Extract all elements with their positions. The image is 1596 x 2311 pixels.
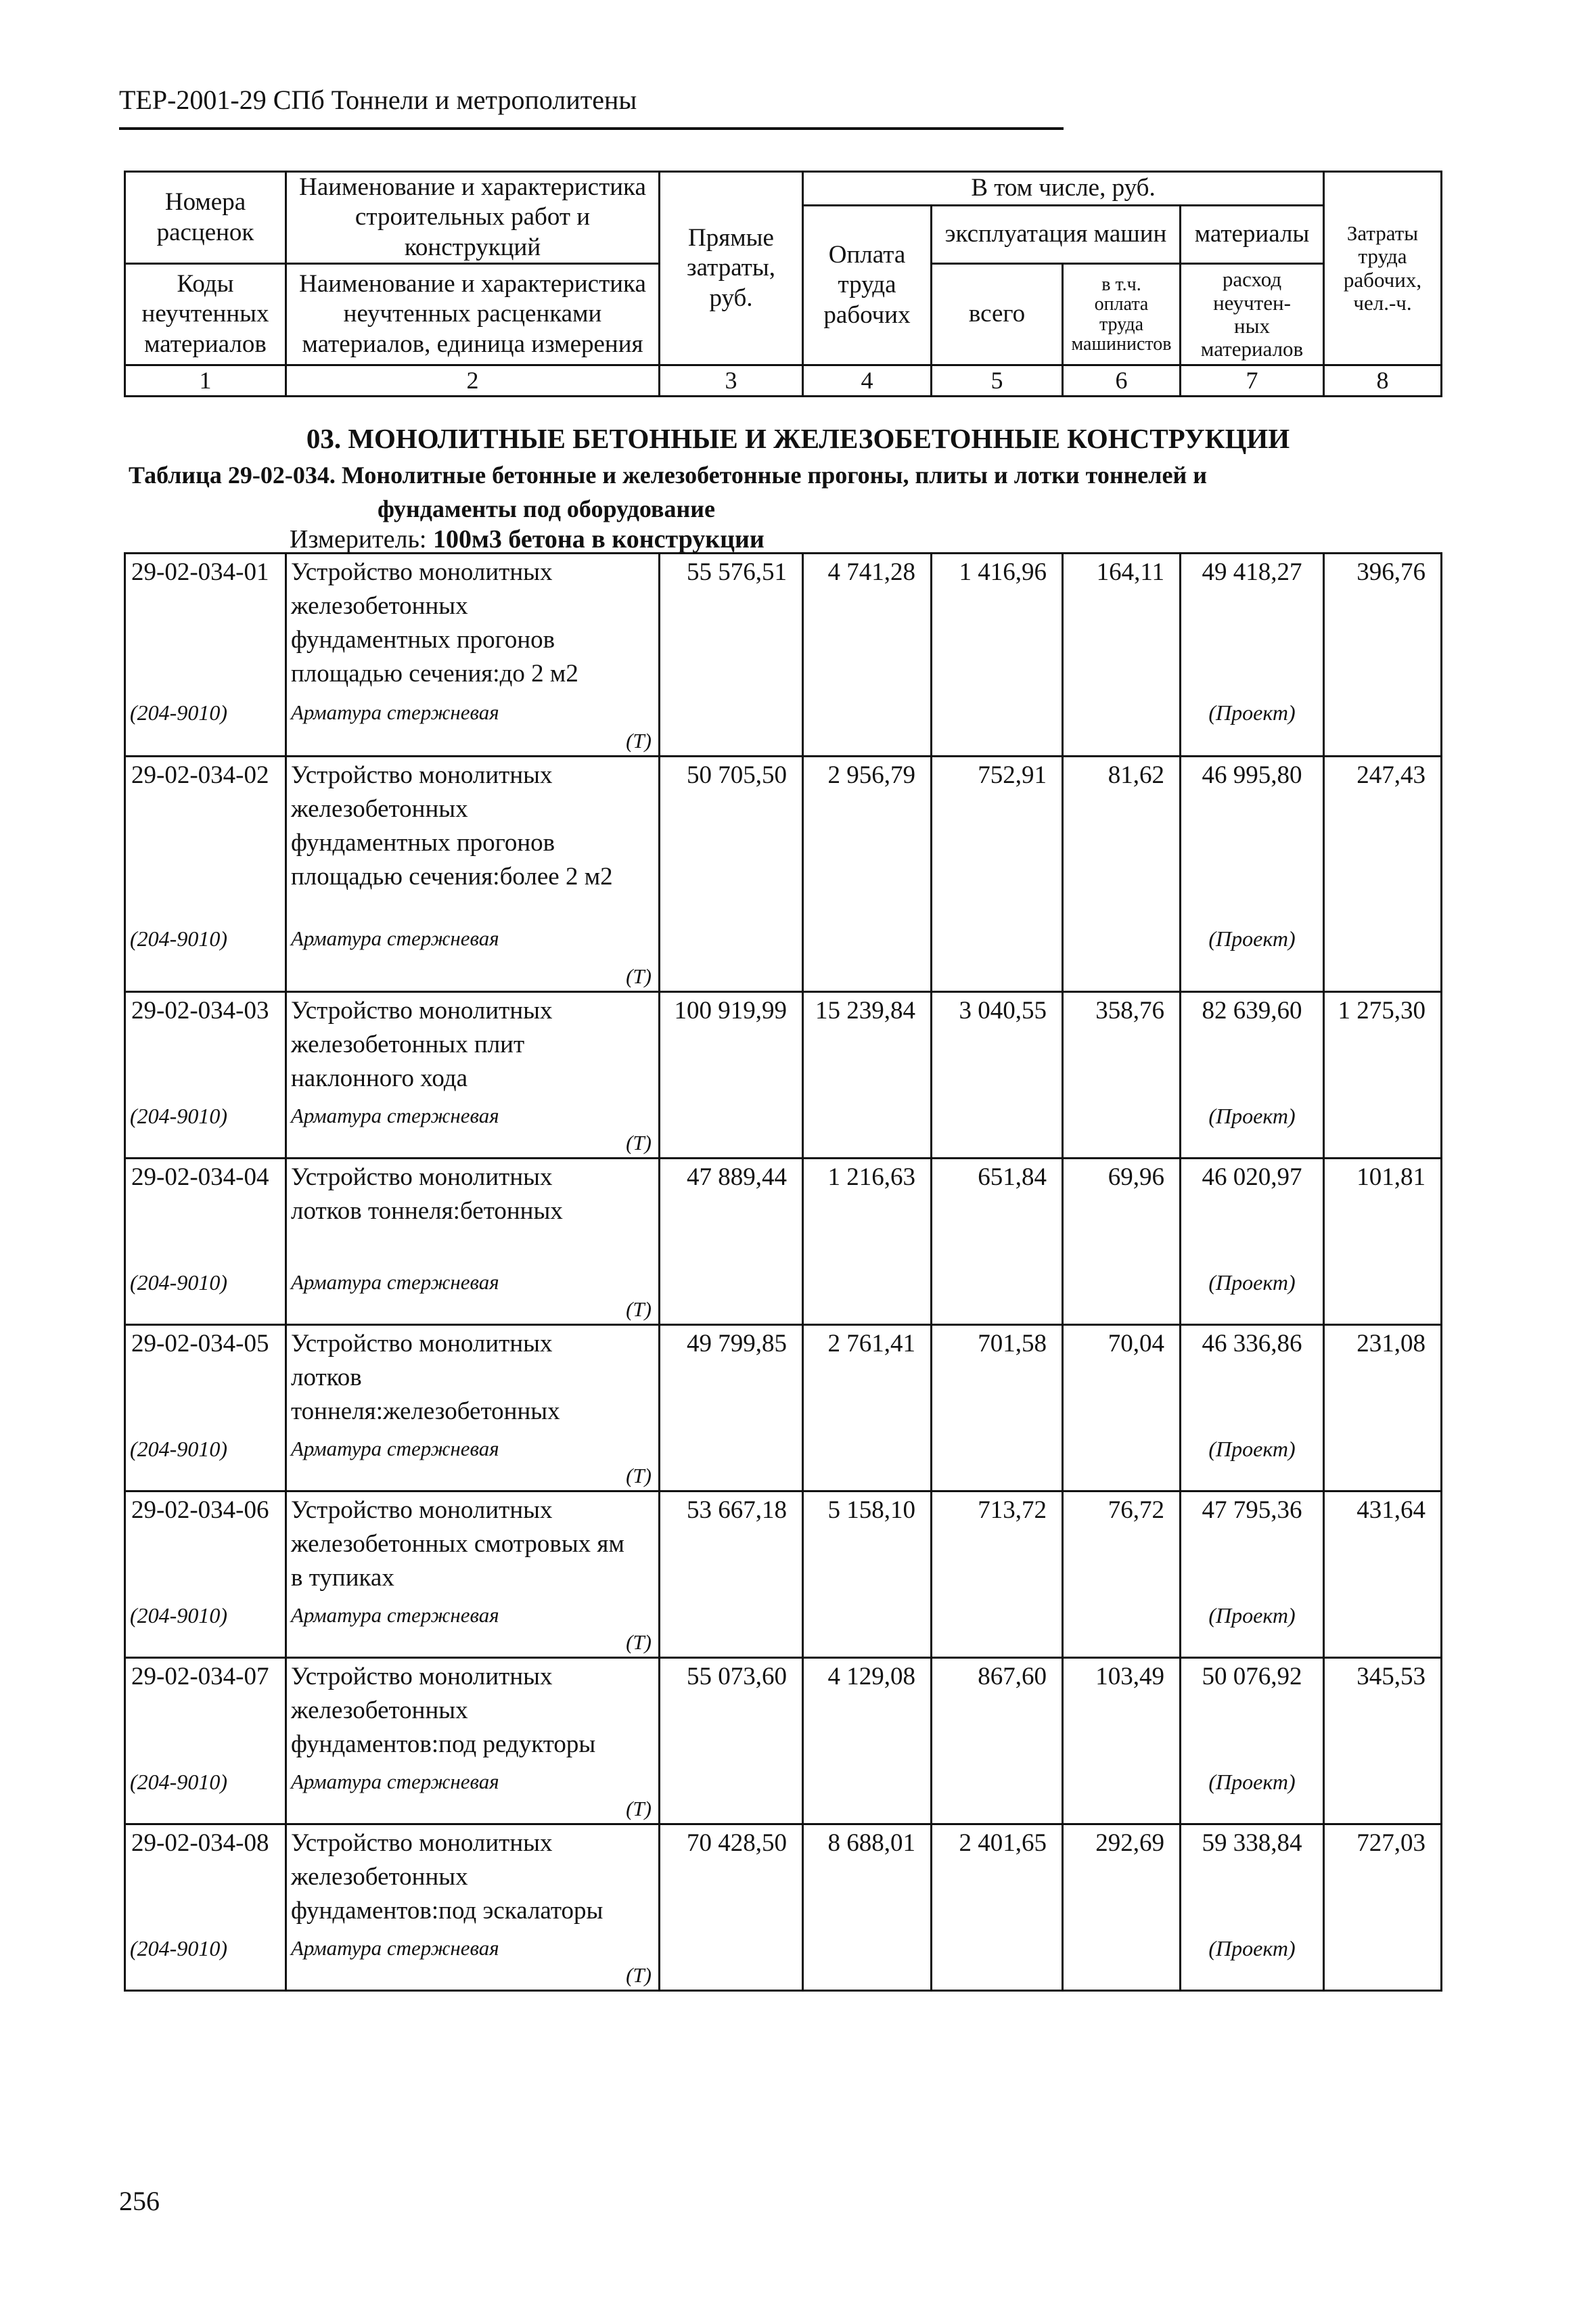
work-name-line: Устройство монолитных: [291, 1330, 553, 1358]
col-number: 3: [660, 365, 803, 397]
col-header-work-name: Наименование и характеристика строительных работ и конструкций: [286, 172, 660, 264]
machinist-pay-value: 76,72: [1063, 1491, 1181, 1658]
machines-total-value: 651,84: [932, 1159, 1063, 1325]
column-header-table: [124, 171, 1442, 397]
materials-cell: [1181, 1824, 1324, 1991]
col-header-materials: материалы: [1181, 206, 1324, 264]
work-name-line: наклонного хода: [291, 1064, 468, 1092]
col-header-labor-pay: Оплата труда рабочих: [803, 206, 932, 365]
col-header-labor-hours: Затраты труда рабочих, чел.-ч.: [1324, 172, 1442, 365]
work-name-line: Устройство монолитных: [291, 761, 553, 789]
direct-costs-value: 55 576,51: [660, 554, 803, 757]
machines-total-value: 713,72: [932, 1491, 1063, 1658]
machinist-pay-value: 70,04: [1063, 1325, 1181, 1491]
materials-value: 49 418,27: [1202, 558, 1302, 586]
page-number: 256: [119, 2186, 160, 2216]
rate-code-cell: [125, 1658, 286, 1824]
work-name-line: площадью сечения:до 2 м2: [291, 660, 578, 688]
col-header-machines: эксплуатация машин: [932, 206, 1181, 264]
material-value: (Проект): [1208, 1770, 1296, 1794]
labor-pay-value: 5 158,10: [803, 1491, 932, 1658]
work-name-line: площадью сечения:более 2 м2: [291, 863, 613, 891]
work-name-cell: [286, 1491, 660, 1658]
material-value: (Проект): [1208, 1603, 1296, 1628]
work-name-line: Устройство монолитных: [291, 1663, 553, 1690]
work-name-cell: [286, 1658, 660, 1824]
material-unit: (Т): [626, 1131, 652, 1154]
table-row: [125, 1325, 1442, 1491]
material-code: (204-9010): [130, 1603, 227, 1628]
material-unit: (Т): [626, 964, 652, 988]
materials-cell: [1181, 1491, 1324, 1658]
rate-code: 29-02-034-03: [131, 997, 269, 1025]
direct-costs-value: 49 799,85: [660, 1325, 803, 1491]
labor-pay-value: 4 741,28: [803, 554, 932, 757]
material-name: Арматура стержневая: [291, 1437, 499, 1460]
material-name: Арматура стержневая: [291, 1936, 499, 1960]
labor-hours-value: 431,64: [1324, 1491, 1442, 1658]
work-name-line: железобетонных: [291, 592, 468, 620]
machinist-pay-value: 69,96: [1063, 1159, 1181, 1325]
material-value: (Проект): [1208, 926, 1296, 951]
rates-table: [124, 552, 1442, 1992]
material-unit: (Т): [626, 1297, 652, 1321]
col-number: 1: [125, 365, 286, 397]
materials-cell: [1181, 992, 1324, 1159]
material-name: Арматура стержневая: [291, 1270, 499, 1294]
material-unit: (Т): [626, 1630, 652, 1654]
materials-cell: [1181, 1325, 1324, 1491]
material-unit: (Т): [626, 1797, 652, 1820]
measure-unit: [290, 526, 765, 552]
table-title-line2: фундаменты под оборудование: [378, 495, 715, 522]
work-name-line: Устройство монолитных: [291, 1163, 553, 1191]
table-row: [125, 1658, 1442, 1824]
material-code: (204-9010): [130, 1936, 227, 1960]
material-code: (204-9010): [130, 1437, 227, 1461]
col-number: 2: [286, 365, 660, 397]
document-title: ТЕР-2001-29 СПб Тоннели и метрополитены: [119, 85, 637, 115]
materials-value: 50 076,92: [1202, 1663, 1302, 1690]
material-name: Арматура стержневая: [291, 700, 499, 724]
work-name-line: лотков: [291, 1364, 362, 1391]
direct-costs-value: 70 428,50: [660, 1824, 803, 1991]
col-header-group: В том числе, руб.: [803, 172, 1324, 206]
section-title: 03. МОНОЛИТНЫЕ БЕТОННЫЕ И ЖЕЛЕЗОБЕТОННЫЕ КОНСТРУКЦИИ: [306, 423, 1290, 454]
material-name: Арматура стержневая: [291, 926, 499, 950]
labor-hours-value: 727,03: [1324, 1824, 1442, 1991]
work-name-line: в тупиках: [291, 1564, 394, 1592]
labor-hours-value: 247,43: [1324, 757, 1442, 992]
machines-total-value: 752,91: [932, 757, 1063, 992]
title-rule: [119, 127, 1064, 130]
col-number: 4: [803, 365, 932, 397]
material-code: (204-9010): [130, 700, 227, 725]
material-value: (Проект): [1208, 700, 1296, 725]
labor-hours-value: 345,53: [1324, 1658, 1442, 1824]
materials-value: 46 995,80: [1202, 761, 1302, 789]
materials-value: 46 020,97: [1202, 1163, 1302, 1191]
material-value: (Проект): [1208, 1104, 1296, 1128]
material-code: (204-9010): [130, 926, 227, 951]
labor-hours-value: 396,76: [1324, 554, 1442, 757]
materials-cell: [1181, 1658, 1324, 1824]
material-code: (204-9010): [130, 1104, 227, 1128]
direct-costs-value: 50 705,50: [660, 757, 803, 992]
material-unit: (Т): [626, 1963, 652, 1987]
direct-costs-value: 47 889,44: [660, 1159, 803, 1325]
work-name-cell: [286, 757, 660, 992]
material-code: (204-9010): [130, 1770, 227, 1794]
table-title-line1: Таблица 29-02-034. Монолитные бетонные и железобетонные прогоны, плиты и лотки тоннелей и: [129, 462, 1207, 489]
work-name-line: железобетонных: [291, 795, 468, 823]
table-row: [125, 1824, 1442, 1991]
col-header-machinist-pay: в т.ч. оплата труда машинистов: [1063, 264, 1181, 365]
rate-code: 29-02-034-01: [131, 558, 269, 586]
labor-pay-value: 8 688,01: [803, 1824, 932, 1991]
work-name-cell: [286, 1159, 660, 1325]
rate-code: 29-02-034-06: [131, 1496, 269, 1524]
material-name: Арматура стержневая: [291, 1770, 499, 1793]
rate-code: 29-02-034-04: [131, 1163, 269, 1191]
materials-cell: [1181, 1159, 1324, 1325]
col-header-direct-costs: Прямые затраты, руб.: [660, 172, 803, 365]
work-name-line: фундаментов:под эскалаторы: [291, 1897, 603, 1925]
work-name-line: железобетонных: [291, 1697, 468, 1724]
work-name-line: железобетонных: [291, 1863, 468, 1891]
col-header-unaccounted-materials: расход неучтен- ных материалов: [1181, 264, 1324, 365]
work-name-line: лотков тоннеля:бетонных: [291, 1197, 563, 1225]
work-name-line: фундаментов:под редукторы: [291, 1730, 596, 1758]
machines-total-value: 2 401,65: [932, 1824, 1063, 1991]
labor-pay-value: 4 129,08: [803, 1658, 932, 1824]
col-number: 5: [932, 365, 1063, 397]
work-name-cell: [286, 554, 660, 757]
work-name-line: фундаментных прогонов: [291, 829, 555, 857]
work-name-line: Устройство монолитных: [291, 997, 553, 1025]
work-name-line: Устройство монолитных: [291, 558, 553, 586]
rate-code-cell: [125, 1491, 286, 1658]
materials-cell: [1181, 554, 1324, 757]
material-value: (Проект): [1208, 1936, 1296, 1960]
rate-code-cell: [125, 757, 286, 992]
machinist-pay-value: 103,49: [1063, 1658, 1181, 1824]
table-row: [125, 757, 1442, 992]
direct-costs-value: 100 919,99: [660, 992, 803, 1159]
col-header-unaccounted-names: Наименование и характеристика неучтенных расценками материалов, единица измерения: [286, 264, 660, 365]
materials-value: 46 336,86: [1202, 1330, 1302, 1358]
machinist-pay-value: 358,76: [1063, 992, 1181, 1159]
work-name-cell: [286, 1824, 660, 1991]
machines-total-value: 3 040,55: [932, 992, 1063, 1159]
table-row: [125, 992, 1442, 1159]
rate-code-cell: [125, 992, 286, 1159]
labor-hours-value: 101,81: [1324, 1159, 1442, 1325]
table-row: [125, 554, 1442, 757]
machines-total-value: 867,60: [932, 1658, 1063, 1824]
work-name-cell: [286, 1325, 660, 1491]
measure-value: 100м3 бетона в конструкции: [433, 525, 765, 554]
material-name: Арматура стержневая: [291, 1603, 499, 1627]
labor-hours-value: 1 275,30: [1324, 992, 1442, 1159]
col-header-machines-total: всего: [932, 264, 1063, 365]
machinist-pay-value: 292,69: [1063, 1824, 1181, 1991]
material-unit: (Т): [626, 729, 652, 753]
materials-value: 82 639,60: [1202, 997, 1302, 1025]
direct-costs-value: 55 073,60: [660, 1658, 803, 1824]
materials-value: 47 795,36: [1202, 1496, 1302, 1524]
rate-code-cell: [125, 1824, 286, 1991]
rate-code: 29-02-034-07: [131, 1663, 269, 1690]
machines-total-value: 1 416,96: [932, 554, 1063, 757]
col-number: 7: [1181, 365, 1324, 397]
table-row: [125, 1491, 1442, 1658]
labor-pay-value: 2 956,79: [803, 757, 932, 992]
material-value: (Проект): [1208, 1270, 1296, 1295]
labor-pay-value: 1 216,63: [803, 1159, 932, 1325]
material-code: (204-9010): [130, 1270, 227, 1295]
col-header-rate-number: Номера расценок: [125, 172, 286, 264]
labor-hours-value: 231,08: [1324, 1325, 1442, 1491]
material-value: (Проект): [1208, 1437, 1296, 1461]
rate-code-cell: [125, 554, 286, 757]
col-header-unaccounted-codes: Коды неучтенных материалов: [125, 264, 286, 365]
work-name-line: тоннеля:железобетонных: [291, 1397, 560, 1425]
material-unit: (Т): [626, 1464, 652, 1487]
labor-pay-value: 2 761,41: [803, 1325, 932, 1491]
rate-code: 29-02-034-05: [131, 1330, 269, 1358]
table-title: [129, 458, 1414, 526]
work-name-line: фундаментных прогонов: [291, 626, 555, 654]
work-name-line: железобетонных смотровых ям: [291, 1530, 624, 1558]
materials-value: 59 338,84: [1202, 1829, 1302, 1857]
work-name-cell: [286, 992, 660, 1159]
machinist-pay-value: 81,62: [1063, 757, 1181, 992]
col-number: 8: [1324, 365, 1442, 397]
work-name-line: железобетонных плит: [291, 1031, 525, 1058]
table-row: [125, 1159, 1442, 1325]
labor-pay-value: 15 239,84: [803, 992, 932, 1159]
measure-label: Измеритель:: [290, 525, 433, 554]
rate-code: 29-02-034-02: [131, 761, 269, 789]
work-name-line: Устройство монолитных: [291, 1496, 553, 1524]
rate-code-cell: [125, 1325, 286, 1491]
materials-cell: [1181, 757, 1324, 992]
direct-costs-value: 53 667,18: [660, 1491, 803, 1658]
machines-total-value: 701,58: [932, 1325, 1063, 1491]
rate-code: 29-02-034-08: [131, 1829, 269, 1857]
rate-code-cell: [125, 1159, 286, 1325]
work-name-line: Устройство монолитных: [291, 1829, 553, 1857]
machinist-pay-value: 164,11: [1063, 554, 1181, 757]
col-number: 6: [1063, 365, 1181, 397]
material-name: Арматура стержневая: [291, 1104, 499, 1127]
